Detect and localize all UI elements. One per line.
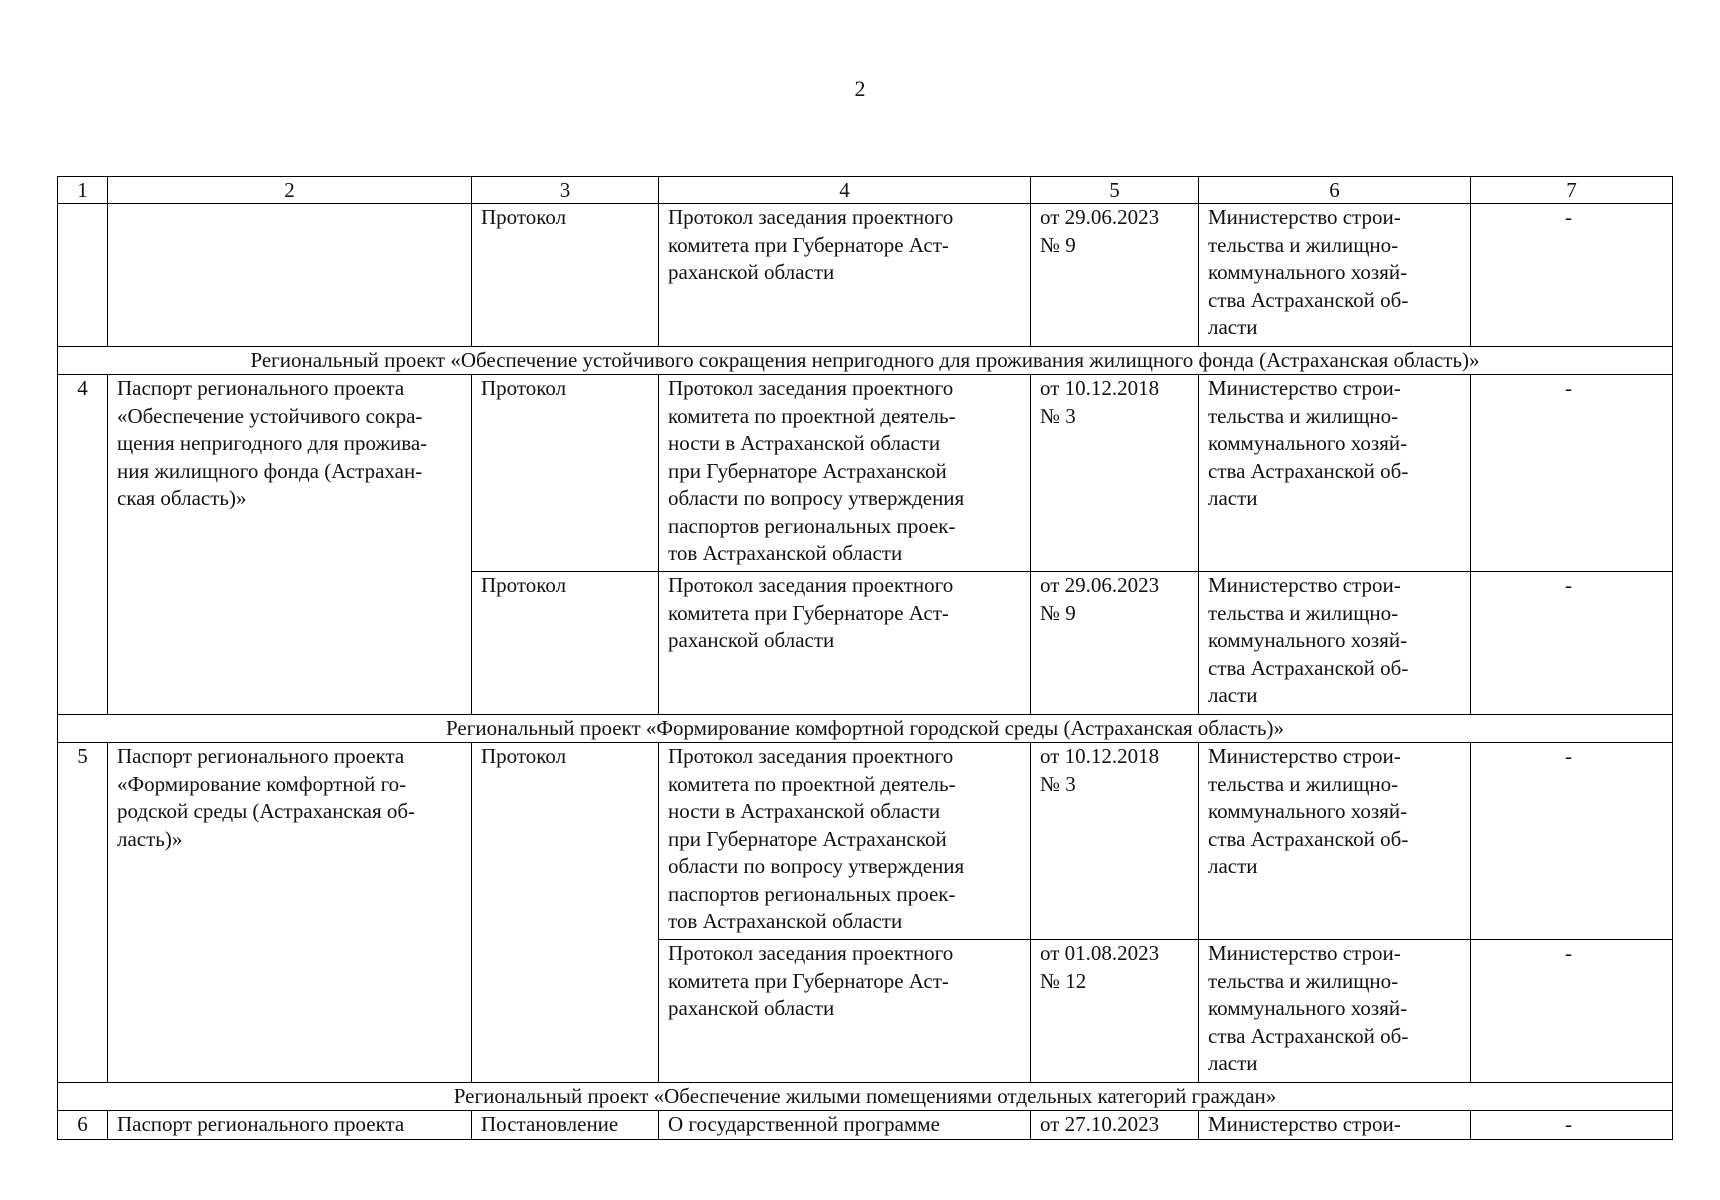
text-line: от 29.06.2023 bbox=[1040, 573, 1160, 597]
text-line: № 3 bbox=[1040, 771, 1076, 796]
document-type-cell: Протокол bbox=[472, 204, 659, 347]
column-number-6: 6 bbox=[1199, 177, 1471, 204]
item-number-cell: 4 bbox=[58, 375, 108, 715]
table-row bbox=[58, 743, 1673, 940]
text-line: комитета по проектной деятель- bbox=[668, 771, 956, 796]
text-line: области по вопросу утверждения bbox=[668, 486, 965, 510]
column-number-2: 2 bbox=[108, 177, 472, 204]
responsible-cell bbox=[1199, 743, 1471, 940]
document-date-cell bbox=[1031, 743, 1199, 940]
text-line: Протокол заседания проектного bbox=[668, 376, 954, 400]
text-line: коммунального хозяй- bbox=[1208, 628, 1408, 652]
column-number-7: 7 bbox=[1471, 177, 1673, 204]
document-description-cell bbox=[659, 572, 1031, 715]
text-line: тельства и жилищно- bbox=[1208, 771, 1399, 796]
text-line: Министерство строи- bbox=[1208, 573, 1401, 597]
document-description-cell bbox=[659, 204, 1031, 347]
text-line: коммунального хозяй- bbox=[1208, 799, 1408, 823]
text-line: Министерство строи- bbox=[1208, 205, 1401, 229]
note-cell: - bbox=[1471, 572, 1673, 715]
document-description-cell bbox=[659, 743, 1031, 940]
text-line: коммунального хозяй- bbox=[1208, 260, 1408, 284]
text-line: области по вопросу утверждения bbox=[668, 854, 965, 878]
document-description-cell bbox=[659, 940, 1031, 1083]
text-line: комитета при Губернаторе Аст- bbox=[668, 232, 949, 257]
section-heading-row bbox=[58, 1083, 1673, 1111]
documents-table bbox=[57, 176, 1673, 1140]
text-line: комитета по проектной деятель- bbox=[668, 403, 956, 428]
note-cell: - bbox=[1471, 743, 1673, 940]
section-heading: Региональный проект «Обеспечение жилыми помещениями отдельных категорий граждан» bbox=[58, 1083, 1673, 1111]
text-line: ства Астраханской об- bbox=[1208, 287, 1409, 312]
text-line: Паспорт регионального проекта bbox=[117, 744, 405, 768]
text-line: тельства и жилищно- bbox=[1208, 600, 1399, 625]
text-line: коммунального хозяй- bbox=[1208, 996, 1408, 1020]
document-name-cell bbox=[108, 375, 472, 715]
text-line: Министерство строи- bbox=[1208, 941, 1401, 965]
text-line: при Губернаторе Астраханской bbox=[668, 826, 947, 851]
section-heading-row bbox=[58, 347, 1673, 375]
text-line: «Обеспечение устойчивого сокра- bbox=[117, 403, 423, 428]
text-line: № 9 bbox=[1040, 600, 1076, 625]
section-heading: Региональный проект «Формирование комфортной городской среды (Астраханская область)» bbox=[58, 715, 1673, 743]
document-name-cell: Паспорт регионального проекта bbox=[108, 1111, 472, 1140]
responsible-cell: Министерство строи- bbox=[1199, 1111, 1471, 1140]
text-line: тельства и жилищно- bbox=[1208, 403, 1399, 428]
text-line: раханской области bbox=[668, 628, 835, 652]
text-line: № 9 bbox=[1040, 232, 1076, 257]
text-line: от 10.12.2018 bbox=[1040, 376, 1160, 400]
text-line: ства Астраханской об- bbox=[1208, 655, 1409, 680]
text-line: ства Астраханской об- bbox=[1208, 826, 1409, 851]
responsible-cell bbox=[1199, 572, 1471, 715]
column-number-4: 4 bbox=[659, 177, 1031, 204]
document-date-cell bbox=[1031, 940, 1199, 1083]
text-line: Паспорт регионального проекта bbox=[117, 376, 405, 400]
text-line: Министерство строи- bbox=[1208, 376, 1401, 400]
document-name-cell bbox=[108, 204, 472, 347]
text-line: комитета при Губернаторе Аст- bbox=[668, 600, 949, 625]
text-line: ности в Астраханской области bbox=[668, 431, 941, 455]
text-line: раханской области bbox=[668, 996, 835, 1020]
column-number-3: 3 bbox=[472, 177, 659, 204]
document-description-cell: О государственной программе bbox=[659, 1111, 1031, 1140]
text-line: паспортов региональных проек- bbox=[668, 513, 956, 538]
document-date-cell: от 27.10.2023 bbox=[1031, 1111, 1199, 1140]
table-row bbox=[58, 375, 1673, 572]
column-number-1: 1 bbox=[58, 177, 108, 204]
text-line: тельства и жилищно- bbox=[1208, 232, 1399, 257]
section-heading-row bbox=[58, 715, 1673, 743]
text-line: ласть)» bbox=[117, 826, 183, 851]
document-date-cell bbox=[1031, 572, 1199, 715]
text-line: «Формирование комфортной го- bbox=[117, 771, 407, 796]
text-line: ства Астраханской об- bbox=[1208, 458, 1409, 483]
document-name-cell bbox=[108, 743, 472, 1083]
document-date-cell bbox=[1031, 204, 1199, 347]
item-number-cell: 6 bbox=[58, 1111, 108, 1140]
text-line: от 01.08.2023 bbox=[1040, 941, 1160, 965]
text-line: ности в Астраханской области bbox=[668, 799, 941, 823]
text-line: Протокол заседания проектного bbox=[668, 573, 954, 597]
document-type-cell: Постановление bbox=[472, 1111, 659, 1140]
document-description-cell bbox=[659, 375, 1031, 572]
text-line: паспортов региональных проек- bbox=[668, 881, 956, 906]
text-line: родской среды (Астраханская об- bbox=[117, 799, 416, 823]
text-line: ства Астраханской об- bbox=[1208, 1023, 1409, 1048]
text-line: ласти bbox=[1208, 486, 1258, 510]
item-number-cell: 5 bbox=[58, 743, 108, 1083]
table-row bbox=[58, 1111, 1673, 1140]
text-line: от 29.06.2023 bbox=[1040, 205, 1160, 229]
text-line: Протокол заседания проектного bbox=[668, 205, 954, 229]
responsible-cell bbox=[1199, 375, 1471, 572]
text-line: ласти bbox=[1208, 1051, 1258, 1075]
text-line: при Губернаторе Астраханской bbox=[668, 458, 947, 483]
text-line: тов Астраханской области bbox=[668, 909, 903, 933]
text-line: тов Астраханской области bbox=[668, 541, 903, 565]
text-line: комитета при Губернаторе Аст- bbox=[668, 968, 949, 993]
text-line: № 3 bbox=[1040, 403, 1076, 428]
document-type-cell: Протокол bbox=[472, 743, 659, 1083]
text-line: ния жилищного фонда (Астрахан- bbox=[117, 458, 423, 483]
text-line: Министерство строи- bbox=[1208, 744, 1401, 768]
document-type-cell: Протокол bbox=[472, 572, 659, 715]
text-line: щения непригодного для прожива- bbox=[117, 431, 428, 455]
item-number-cell bbox=[58, 204, 108, 347]
text-line: от 10.12.2018 bbox=[1040, 744, 1160, 768]
text-line: Протокол заседания проектного bbox=[668, 941, 954, 965]
note-cell: - bbox=[1471, 1111, 1673, 1140]
text-line: тельства и жилищно- bbox=[1208, 968, 1399, 993]
document-date-cell bbox=[1031, 375, 1199, 572]
text-line: ласти bbox=[1208, 315, 1258, 339]
responsible-cell bbox=[1199, 204, 1471, 347]
note-cell: - bbox=[1471, 940, 1673, 1083]
column-number-header-row bbox=[58, 177, 1673, 204]
column-number-5: 5 bbox=[1031, 177, 1199, 204]
responsible-cell bbox=[1199, 940, 1471, 1083]
page-number: 2 bbox=[854, 76, 866, 101]
note-cell: - bbox=[1471, 204, 1673, 347]
document-type-cell: Протокол bbox=[472, 375, 659, 572]
text-line: ская область)» bbox=[117, 486, 247, 510]
text-line: Протокол заседания проектного bbox=[668, 744, 954, 768]
section-heading: Региональный проект «Обеспечение устойчивого сокращения непригодного для проживания жилищного фонда (Астраханская область)» bbox=[58, 347, 1673, 375]
text-line: ласти bbox=[1208, 854, 1258, 878]
text-line: ласти bbox=[1208, 683, 1258, 707]
table-row bbox=[58, 204, 1673, 347]
note-cell: - bbox=[1471, 375, 1673, 572]
text-line: № 12 bbox=[1040, 968, 1087, 993]
text-line: раханской области bbox=[668, 260, 835, 284]
text-line: коммунального хозяй- bbox=[1208, 431, 1408, 455]
